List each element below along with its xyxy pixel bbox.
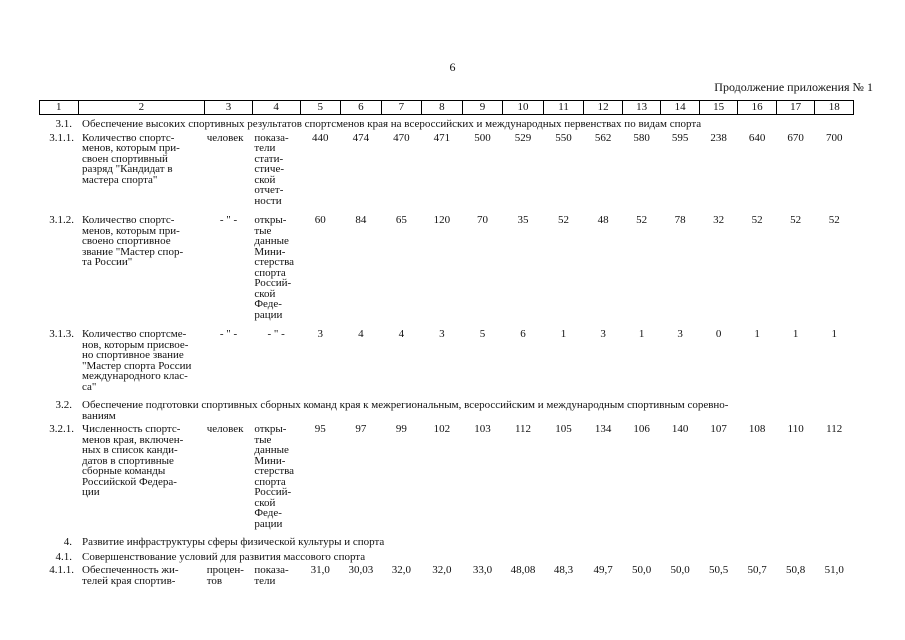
indicator-value: 3 [600,328,606,340]
indicator-row [40,562,854,586]
indicator-value: 108 [748,423,766,435]
indicator-value: 32,0 [391,564,411,576]
indicator-value: 30,03 [348,564,374,576]
indicator-value: 60 [314,214,326,226]
indicator-value: 32,0 [432,564,452,576]
indicator-value: 78 [674,214,686,226]
indicator-value: 52 [790,214,802,226]
indicator-value: 48,3 [553,564,574,576]
indicator-value: 84 [355,214,367,226]
indicator-value: 3 [317,328,324,340]
header-cell: 17 [776,101,815,115]
indicator-value: 5 [479,328,486,340]
section-row [40,548,854,563]
indicator-value: 50,0 [631,564,652,576]
indicator-name: Количество спортс- менов, которым при- своено спортивное звание "Мастер спор- та России" [82,214,184,268]
indicator-value: 110 [787,423,804,435]
section-title: Обеспечение высоких спортивных результатов спортсменов края на всероссийских и международных первенствах по видам спорта [82,118,702,130]
indicator-value: 33,0 [472,564,493,576]
indicator-value: 1 [754,328,760,340]
indicator-value: 52 [751,214,763,226]
section-title: Развитие инфраструктуры сферы физической культуры и спорта [82,536,385,548]
indicator-value: 50,0 [670,564,690,576]
indicator-source: откры- тые данные Мини- стерства спорта Россий- ской Феде- рации [254,214,295,321]
indicator-value: 65 [395,214,407,226]
indicator-unit: человек [206,131,244,144]
indicator-unit: - " - [219,214,238,226]
indicators-table [39,100,854,586]
indicator-value: 595 [671,131,689,144]
indicator-value: 670 [787,131,804,144]
header-cell: 8 [422,101,463,115]
indicator-value: 49,7 [593,564,613,576]
indicator-value: 120 [433,214,451,226]
indicator-value: 1 [831,328,837,340]
section-row [40,115,854,130]
header-cell: 13 [622,101,661,115]
header-cell: 9 [462,101,503,115]
indicator-value: 500 [474,131,491,144]
indicator-source: показа- тели стати- стиче- ской отчет- ности [254,131,289,207]
indicator-value: 140 [671,423,689,435]
indicator-value: 50,8 [786,564,806,576]
indicator-value: 52 [558,214,570,226]
indicator-value: 4 [358,328,364,340]
indicator-name: Численность спортс- менов края, включен- ных в список канди- датов в спортивные сборные команды Российской Федера- ции [82,423,184,498]
indicator-value: 32 [713,214,725,226]
indicator-value: 700 [825,131,843,144]
indicator-value: 4 [398,328,405,340]
indicator-name: Количество спортс- менов, которым при- своен спортивный разряд "Кандидат в мастера спорта" [82,131,180,186]
section-title: Совершенствование условий для развития массового спорта [82,550,366,563]
header-row [40,101,854,115]
indicator-value: 50,7 [747,564,767,576]
indicator-number: 3.2.1. [49,423,75,435]
header-cell: 12 [584,101,623,115]
indicator-value: 471 [433,131,451,144]
indicator-value: 6 [520,328,526,340]
indicator-value: 106 [633,423,650,435]
header-cell: 10 [503,101,544,115]
indicator-value: 48 [597,214,609,226]
indicator-source: - " - [267,328,285,340]
indicator-value: 52 [828,214,840,226]
indicator-number: 3.1.1. [49,131,75,144]
indicator-value: 105 [555,423,572,435]
section-row [40,396,854,421]
indicator-unit: человек [206,423,244,435]
indicator-number: 4.1.1. [49,564,75,576]
indicator-value: 440 [312,131,329,144]
indicator-row [40,326,854,396]
indicator-value: 474 [352,131,370,144]
indicator-source: откры- тые данные Мини- стерства спорта Россий- ской Феде- рации [254,423,295,530]
section-number: 4.1. [55,550,73,563]
indicator-value: 102 [433,423,451,435]
indicator-value: 112 [826,423,843,435]
section-number: 4. [63,536,73,548]
header-cell: 5 [300,101,341,115]
indicator-value: 35 [517,214,529,226]
header-cell: 3 [205,101,253,115]
section-number: 3.1. [55,118,73,130]
header-cell: 11 [543,101,584,115]
section-title: Обеспечение подготовки спортивных сборных команд края к межрегиональным, всероссийским и международным спортивным соревно- ваниям [82,399,729,422]
indicator-value: 238 [710,131,727,144]
indicator-value: 31,0 [310,564,330,576]
indicator-value: 640 [748,131,766,144]
header-cell: 6 [341,101,382,115]
continuation-note: Продолжение приложения № 1 [714,80,873,94]
indicator-row [40,421,854,533]
indicator-value: 1 [560,328,567,340]
indicator-value: 562 [594,131,612,144]
indicator-value: 470 [393,131,410,144]
section-number: 3.2. [55,399,73,411]
header-cell: 7 [381,101,422,115]
header-cell: 15 [699,101,738,115]
indicator-value: 103 [474,423,491,435]
indicator-value: 550 [555,131,572,144]
header-cell: 14 [661,101,700,115]
indicator-value: 0 [715,328,722,340]
indicator-name: Количество спортсме- нов, которым присвое- но спортивное звание "Мастер спорта России международного клас- са" [82,328,192,393]
indicator-row [40,130,854,213]
indicator-value: 107 [710,423,727,435]
indicator-value: 3 [439,328,445,340]
indicator-value: 112 [514,423,532,435]
indicator-value: 97 [355,423,367,435]
indicator-unit: процен- тов [206,564,244,587]
header-cell: 18 [815,101,854,115]
indicator-row [40,212,854,326]
indicator-value: 580 [633,131,650,144]
indicator-unit: - " - [219,328,238,340]
indicator-value: 70 [476,214,488,226]
indicator-name: Обеспеченность жи- телей края спортив- [82,564,179,587]
page-number: 6 [449,60,456,74]
header-cell: 4 [252,101,300,115]
indicator-value: 48,08 [510,564,536,576]
header-cell: 2 [78,101,205,115]
indicator-value: 52 [636,214,648,226]
indicator-value: 50,5 [709,564,729,576]
indicator-source: показа- тели [254,564,289,587]
indicator-value: 1 [638,328,645,340]
indicator-value: 95 [314,423,326,435]
indicator-value: 1 [792,328,799,340]
indicator-number: 3.1.2. [49,214,75,226]
indicator-value: 134 [594,423,612,435]
indicator-value: 99 [395,423,407,435]
header-cell: 16 [738,101,777,115]
indicator-value: 3 [677,328,683,340]
indicator-value: 529 [514,131,532,144]
section-row [40,533,854,548]
indicator-value: 51,0 [824,564,844,576]
header-cell: 1 [40,101,79,115]
indicator-number: 3.1.3. [49,328,75,340]
